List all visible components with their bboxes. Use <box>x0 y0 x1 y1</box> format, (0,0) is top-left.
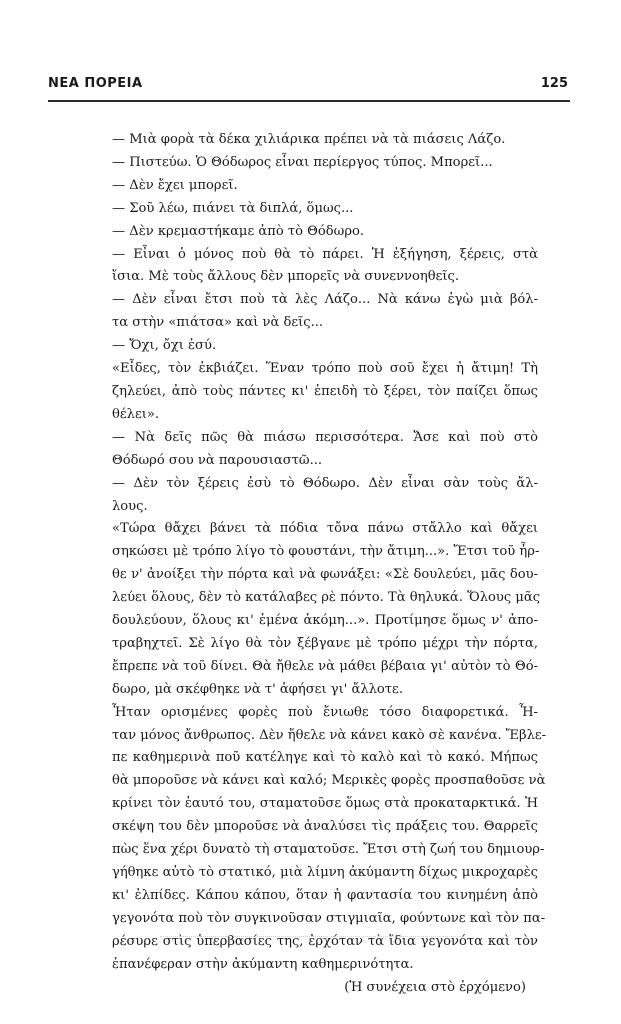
text-line: δουλεύουν, ὅλους κι' ἐμένα ἀκόμη...». Προτίμησε ὅμως ν' ἀπο- <box>112 613 538 629</box>
paragraph <box>82 335 538 358</box>
paragraph <box>82 152 538 175</box>
paragraph <box>82 473 538 519</box>
text-line: Θόδωρό σου νὰ παρουσιαστῶ... <box>112 452 323 468</box>
text-line: — Ὄχι, ὄχι ἐσύ. <box>112 338 217 354</box>
paragraph <box>82 518 541 701</box>
paragraph <box>82 175 538 198</box>
paragraph <box>82 244 538 290</box>
text-line: σηκώσει μὲ τρόπο λίγο τὸ φουστάνι, τὴν ἄτιμη...». Ἔτσι τοῦ ἦρ- <box>112 544 540 560</box>
text-line: — Σοῦ λέω, πιάνει τὰ διπλά, ὅμως... <box>112 200 354 216</box>
text-line: θὰ μποροῦσε νὰ κάνει καὶ καλό; Μερικὲς φορὲς προσπαθοῦσε νὰ <box>112 773 546 789</box>
text-line: — Νὰ δεῖς πῶς θὰ πιάσω περισσότερα. Ἄσε καὶ ποὺ στὸ <box>112 429 538 445</box>
text-line: — Δὲν ἔχει μπορεῖ. <box>112 177 238 193</box>
text-line: ἴσια. Μὲ τοὺς ἄλλους δὲν μπορεῖς νὰ συνεννοηθεῖς. <box>112 269 460 285</box>
text-line: ταν μόνος ἄνθρωπος. Δὲν ἤθελε νὰ κάνει κακὸ σὲ κανένα. Ἔβλε- <box>112 727 547 743</box>
page-number: 125 <box>540 76 568 91</box>
text-line: «Τώρα θἄχει βάνει τὰ πόδια τὄνα πάνω στἄλλο καὶ θἄχει <box>112 521 538 537</box>
paragraph <box>82 427 538 473</box>
paragraph <box>82 358 538 427</box>
text-line: — Δὲν κρεμαστήκαμε ἀπὸ τὸ Θόδωρο. <box>112 223 365 239</box>
text-line: ἔπρεπε νὰ τοῦ δίνει. Θὰ ἤθελε νὰ μάθει βέβαια γι' αὐτὸν τὸ Θό- <box>112 658 538 674</box>
text-line: κι' ἐλπίδες. Κάπου κάπου, ὅταν ἡ φαντασία του κινημένη ἀπὸ <box>112 887 538 903</box>
paragraph <box>82 289 538 335</box>
text-line: γεγονότα ποὺ τὸν συγκινοῦσαν στιγμιαῖα, φούντωνε καὶ τὸν πα- <box>112 910 546 926</box>
text-line: γήθηκε αὐτὸ τὸ στατικό, μιὰ λίμνη ἀκύμαντη δίχως μικροχαρὲς <box>112 865 538 880</box>
text-line: ζηλεύει, ἀπὸ τοὺς πάντες κι' ἐπειδὴ τὸ ξέρει, τὸν παίζει ὅπως <box>112 383 538 399</box>
text-line: «Εἶδες, τὸν ἐκβιάζει. Ἕναν τρόπο ποὺ σοῦ ἔχει ἡ ἄτιμη! Τὴ <box>112 361 538 377</box>
text-line: λους. <box>112 498 148 514</box>
article-body <box>82 129 547 999</box>
text-line: Ἦταν ορισμένες φορὲς ποὺ ἔνιωθε τόσο διαφορετικά. Ἦ- <box>112 704 538 720</box>
page-header <box>48 76 572 96</box>
text-line: δωρο, μὰ σκέφθηκε νὰ τ' ἀφήσει γι' ἄλλοτε. <box>112 681 403 697</box>
text-line: ἐπανέφεραν στὴν ἀκύμαντη καθημερινότητα. <box>112 956 414 972</box>
text-line: ρέσυρε στὶς ὑπερβασίες της, ἐρχόταν τὰ ἴδια γεγονότα καὶ τὸν <box>112 933 538 949</box>
header-rule <box>48 100 570 102</box>
journal-title: ΝΕΑ ΠΟΡΕΙΑ <box>48 76 143 91</box>
text-line: πὼς ἕνα χέρι δυνατὸ τὴ σταματοῦσε. Ἔτσι στὴ ζωή του δημιουρ- <box>112 842 545 858</box>
text-line: — Δὲν τὸν ξέρεις ἐσὺ τὸ Θόδωρο. Δὲν εἶναι σὰν τοὺς ἄλ- <box>112 475 538 491</box>
text-line: πε καθημερινὰ ποῦ κατέληγε καὶ τὸ καλὸ καὶ τὸ κακό. Μήπως <box>112 750 538 766</box>
text-line: θέλει». <box>112 406 160 422</box>
paragraph <box>82 221 538 244</box>
text-line: — Πιστεύω. Ὁ Θόδωρος εἶναι περίεργος τύπος. Μπορεῖ... <box>112 154 493 170</box>
continuation-note: (Ἡ συνέχεια στὸ ἐρχόμενο) <box>344 979 526 995</box>
text-line: θε ν' ἀνοίξει τὴν πόρτα καὶ νὰ φωνάξει: «Σὲ δουλεύει, μᾶς δου- <box>112 567 538 583</box>
text-line: λεύει ὅλους, δὲν τὸ κατάλαβες ρὲ πόντο. Τὰ θηλυκά. Ὅλους μᾶς <box>112 590 541 606</box>
text-line: σκέψη του δὲν μποροῦσε νὰ ἀναλύσει τὶς πράξεις του. Θαρρεῖς <box>112 819 538 835</box>
text-line: τα στὴν «πιάτσα» καὶ νὰ δεῖς... <box>112 315 324 331</box>
text-line: — Δὲν εἶναι ἔτσι ποὺ τὰ λὲς Λάζο... Νὰ κάνω ἐγὼ μιὰ βόλ- <box>112 292 538 308</box>
text-line: κρίνει τὸν ἑαυτό του, σταματοῦσε ὅμως στὰ προκαταρκτικά. Ἡ <box>112 796 538 812</box>
text-line: τραβηχτεῖ. Σὲ λίγο θὰ τὸν ξέβγανε μὲ τρόπο μέχρι τὴν πόρτα, <box>112 635 538 651</box>
paragraph <box>82 198 538 221</box>
paragraph <box>82 129 538 152</box>
faint-bottom-mark <box>160 936 460 937</box>
text-line: — Εἶναι ὁ μόνος ποὺ θὰ τὸ πάρει. Ἡ ἐξήγηση, ξέρεις, στὰ <box>112 246 538 262</box>
text-line: — Μιὰ φορὰ τὰ δέκα χιλιάρικα πρέπει νὰ τὰ πιάσεις Λάζο. <box>112 132 506 147</box>
